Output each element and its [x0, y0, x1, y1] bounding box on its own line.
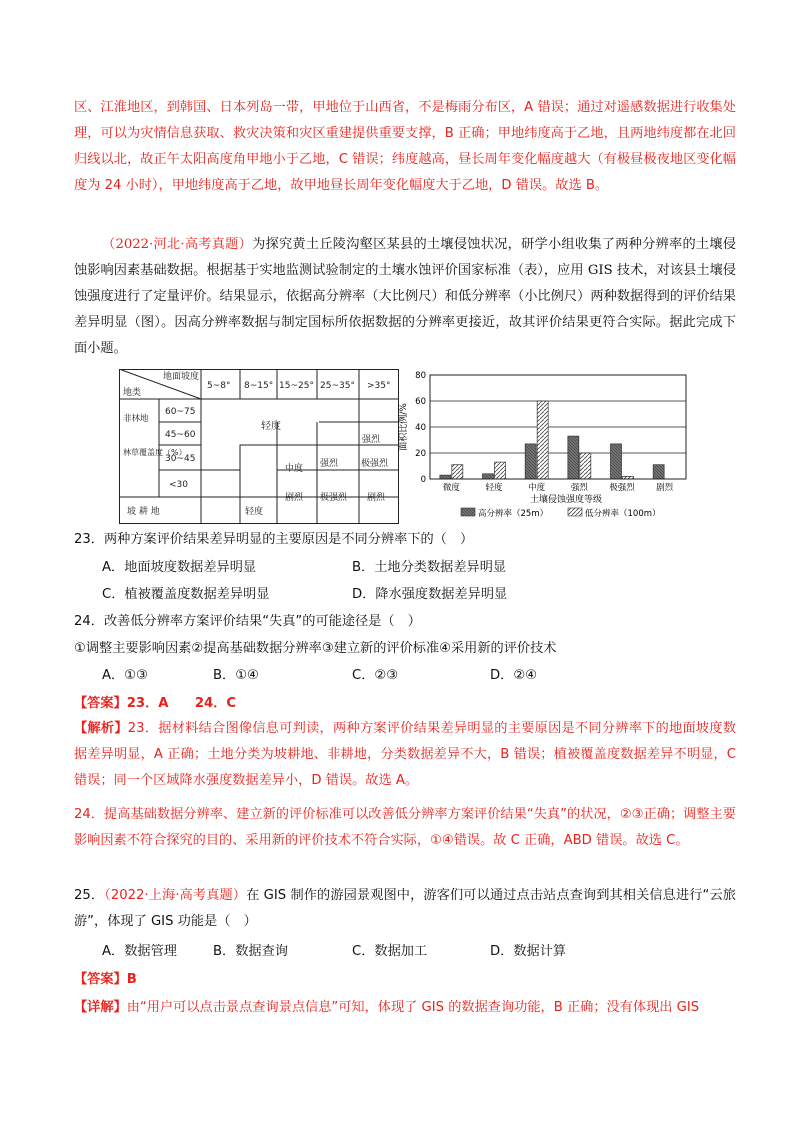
chart-bar [495, 462, 506, 479]
legend-high: 高分辨率（25m） [478, 509, 549, 519]
table-cell-moderate: 中度 [285, 464, 304, 474]
chart-bar [653, 465, 664, 479]
table-cell-severe-edge: 剧烈 [285, 493, 304, 503]
explanation-25-label: 【详解】 [74, 1000, 127, 1015]
q25-number: 25． [74, 888, 105, 903]
explanation-23 [74, 716, 736, 794]
q23-option-a: A．地面坡度数据差异明显 [102, 560, 257, 575]
explanation-24: 24．提高基础数据分辨率、建立新的评价标准可以改善低分辨率方案评价结果“失真”的状况，②③正确；调整主要影响因素不符合探究的目的、采用新的评价技术不符合实际，①④错误。故 C 正确，ABD 错误。故选 C。 [74, 807, 736, 848]
intro-source: （2022·河北·高考真题） [102, 237, 253, 252]
table-slope-3: 15~25° [279, 381, 314, 391]
table-cell-light: 轻度 [261, 421, 281, 432]
legend-swatch-low [568, 508, 582, 516]
explanation-25-text: 由“用户可以点击景点查询景点信息”可知，体现了 GIS 的数据查询功能，B 正确；没有体现出 GIS [126, 1000, 700, 1015]
q24-option-a: A．①③ [102, 668, 148, 683]
answer-25-text: B [126, 972, 137, 987]
chart-bars [440, 401, 664, 479]
chart-ylabel: 面积比例/% [399, 403, 409, 451]
legend-swatch-high [461, 508, 475, 516]
table-slope-1: 5~8° [207, 381, 231, 391]
q23-option-c: C．植被覆盖度数据差异明显 [102, 587, 270, 602]
chart-bar [452, 465, 463, 479]
intro-text: 为探究黄土丘陵沟壑区某县的土壤侵蚀状况，研学小组收集了两种分辨率的土壤侵蚀影响因素基础数据。根据基于实地监测试验制定的土壤水蚀评价国家标准（表），应用 GIS 技术，对该县土壤侵蚀强度进行了定量评价。结果显示，依据高分辨率（大比例尺）和低分辨率（小比例尺）两种数据得到的评价结果差异明显（图）。因高分辨率数据与制定国标所依据数据的分辨率更接近，故其评价结果更符合实际。据此完成下面小题。 [74, 237, 737, 356]
table-nonfarm-label: 非林地 [123, 414, 149, 424]
answer-text: 23．A 24．C [126, 696, 237, 711]
prev-explanation: 区、江淮地区，到韩国、日本列岛一带，甲地位于山西省，不是梅雨分布区，A 错误；通过对遥感数据进行收集处理，可以为灾情信息获取、救灾决策和灾区重建提供重要支撑，B 正确；甲地纬度高于乙地，且两地纬度都在北回归线以北，故正午太阳高度角甲地小于乙地，C 错误；纬度越高，昼长周年变化幅度越大（有极昼极夜地区变化幅度为 24 小时），甲地纬度高于乙地，故甲地昼长周年变化幅度大于乙地，D 错误。故选 B。 [74, 100, 736, 193]
erosion-bar-chart [396, 367, 696, 531]
q23-option-b: B．土地分类数据差异明显 [352, 560, 507, 575]
chart-xtick-label: 极强烈 [609, 483, 635, 493]
q23-option-d: D．降水强度数据差异明显 [352, 587, 508, 602]
table-cell-strong-b: 强烈 [320, 459, 339, 469]
answer-25 [74, 969, 137, 991]
explanation-label: 【解析】 [74, 721, 128, 736]
legend-low: 低分辨率（100m） [585, 509, 661, 519]
answer-23-24 [74, 693, 236, 715]
erosion-standard-table [119, 369, 399, 528]
chart-bar [568, 436, 579, 479]
chart-bar [525, 444, 536, 479]
table-farm-label: 坡 耕 地 [127, 507, 160, 517]
table-cell-very-strong-b: 极强烈 [320, 493, 348, 503]
chart-legend [461, 508, 661, 519]
table-cell-very-strong: 极强烈 [361, 459, 389, 469]
chart-xtick-label: 强烈 [570, 483, 588, 493]
table-cell-strong: 强烈 [362, 435, 381, 445]
q25-stem [74, 883, 736, 935]
table-slope-5: >35° [367, 381, 391, 391]
chart-xtick-label: 微度 [442, 483, 460, 493]
table-corner-bottom: 地类 [123, 388, 142, 398]
explanation-25 [74, 997, 699, 1019]
chart-bar [483, 474, 494, 479]
chart-xtick-label: 剧烈 [656, 483, 674, 493]
chart-ytick-label: 80 [415, 371, 426, 381]
table-corner-top: 地面坡度 [163, 372, 200, 382]
q25-source: （2022·上海·高考真题） [104, 888, 247, 903]
chart-bar [580, 453, 591, 479]
q25-option-a: A．数据管理 [102, 944, 177, 959]
chart-bar [611, 444, 622, 479]
chart-bar [440, 475, 451, 479]
chart-ytick-label: 0 [420, 475, 426, 485]
table-slope-2: 8~15° [244, 381, 274, 391]
table-coverage-label: 林草覆盖度（%） [123, 448, 187, 457]
table-slope-4: 25~35° [320, 381, 355, 391]
q23-stem: 23．两种方案评价结果差异明显的主要原因是不同分辨率下的（ ） [74, 532, 474, 547]
explanation-23-text: 23．据材料结合图像信息可判读，两种方案评价结果差异明显的主要原因是不同分辨率下的地面坡度数据差异明显，A 正确；土地分类为坡耕地、非耕地，分类数据差异不大，B 错误；植被覆盖度数据差异不明显，C 错误；同一个区域降水强度数据差异小，D 错误。故选 A。 [74, 721, 737, 788]
table-cell-light-farm: 轻度 [245, 507, 264, 517]
q24-items: ①调整主要影响因素②提高基础数据分辨率③建立新的评价标准④采用新的评价技术 [74, 641, 557, 656]
q24-option-d: D．②④ [490, 668, 537, 683]
q24-option-b: B．①④ [213, 668, 259, 683]
chart-ytick-label: 60 [415, 397, 426, 407]
table-cov-row-3: 30~45 [165, 454, 196, 464]
table-cov-row-2: 45~60 [165, 430, 196, 440]
chart-ytick-label: 40 [415, 423, 426, 433]
q25-option-c: C．数据加工 [352, 944, 428, 959]
chart-grid [430, 401, 686, 453]
chart-ytick-label: 20 [415, 449, 426, 459]
q24-option-c: C．②③ [352, 668, 399, 683]
chart-svg [396, 367, 696, 527]
answer-25-label: 【答案】 [74, 972, 127, 987]
q25-option-b: B．数据查询 [213, 944, 288, 959]
chart-xlabel: 土壤侵蚀强度等级 [529, 495, 603, 505]
intro-paragraph [74, 232, 736, 362]
chart-bar [537, 401, 548, 479]
chart-xtick-label: 中度 [528, 483, 546, 493]
table-cell-severe: 剧烈 [367, 493, 386, 503]
answer-label: 【答案】 [74, 696, 127, 711]
q25-option-d: D．数据计算 [490, 944, 567, 959]
q25-stem-text: 在 GIS 制作的游园景观图中，游客们可以通过点击站点查询到其相关信息进行“云旅游”，体现了 GIS 功能是（ ） [74, 888, 736, 929]
chart-xtick-label: 轻度 [485, 483, 503, 493]
q24-stem: 24．改善低分辨率方案评价结果“失真”的可能途径是（ ） [74, 614, 421, 629]
table-cov-row-1: 60~75 [165, 407, 196, 417]
table-svg [119, 369, 399, 524]
table-cov-row-4: <30 [169, 480, 188, 490]
